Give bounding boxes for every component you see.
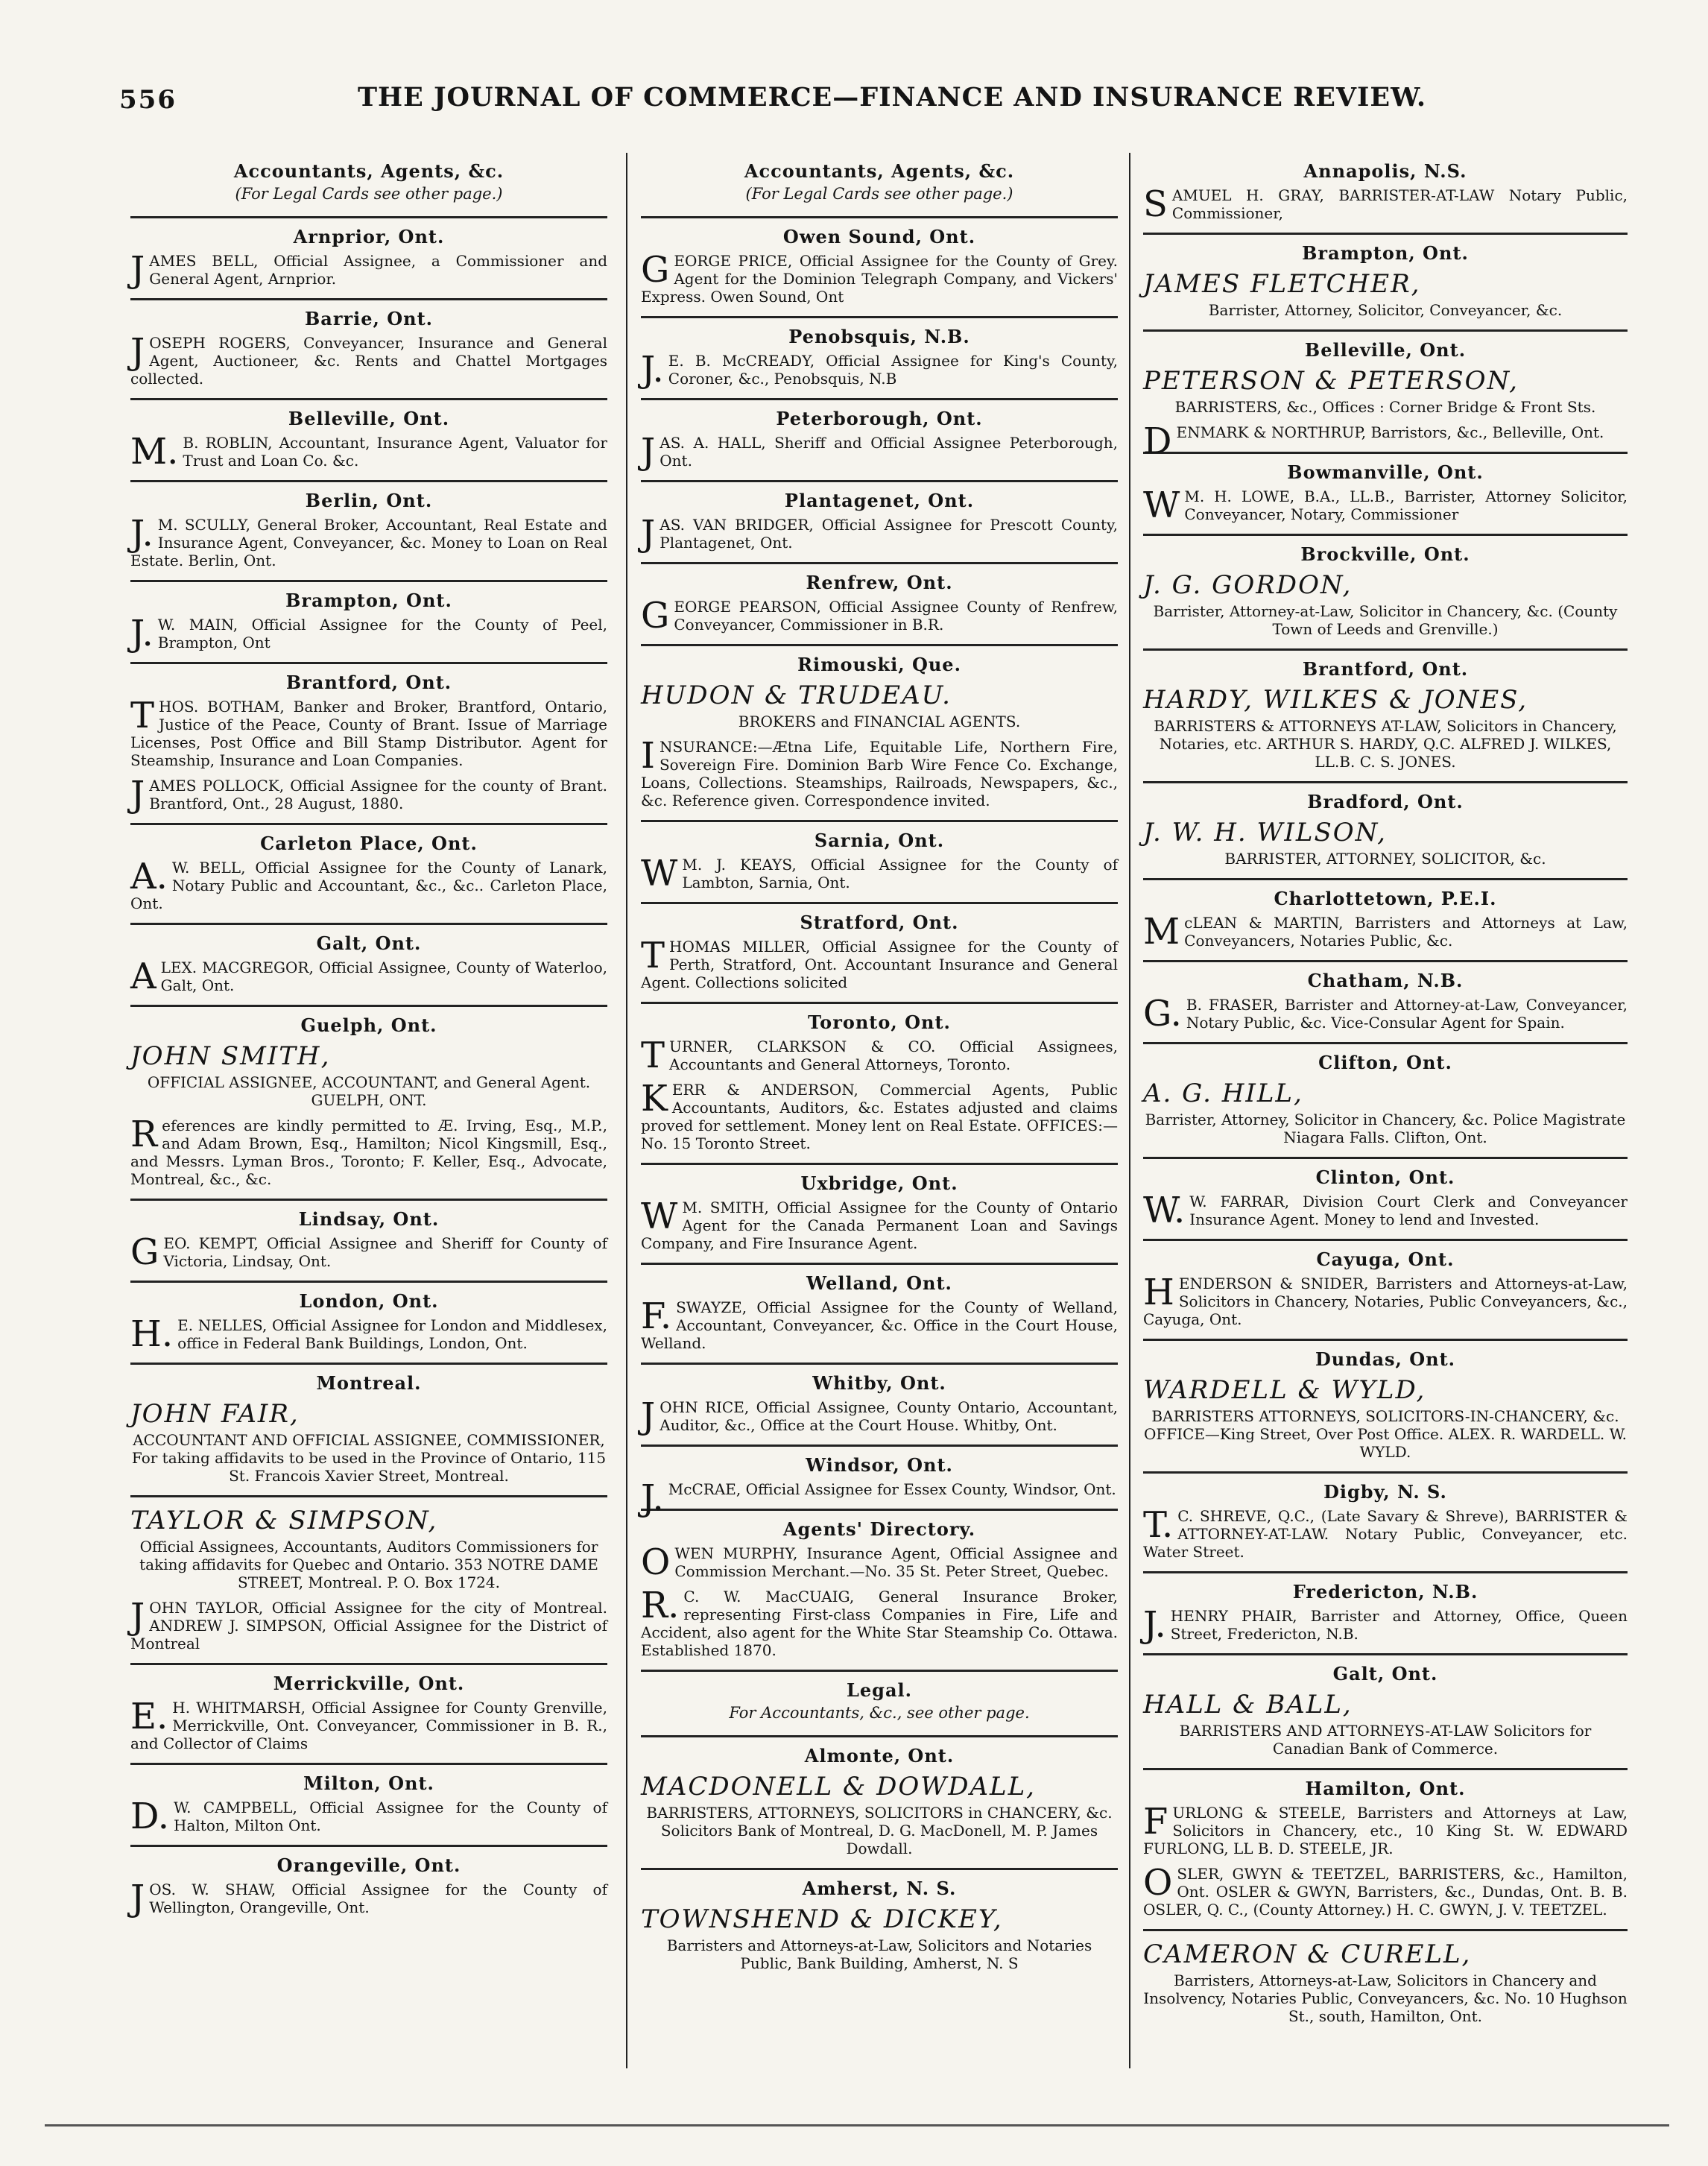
town-heading: Clifton, Ont. bbox=[1318, 1052, 1452, 1073]
town-heading: Bowmanville, Ont. bbox=[1287, 461, 1484, 483]
section-note: For Accountants, &c., see other page. bbox=[729, 1704, 1030, 1722]
town-heading: Accountants, Agents, &c. bbox=[233, 160, 505, 182]
directory-card bbox=[641, 1165, 1118, 1265]
card-text: BARRISTERS & ATTORNEYS AT-LAW, Solicitors in Chancery, Notaries, etc. ARTHUR S. HARDY, Q.C. ALFRED J. WILKES, LL.B. C. S. JONES. bbox=[1154, 717, 1617, 771]
town-heading: Accountants, Agents, &c. bbox=[744, 160, 1015, 182]
directory-card bbox=[1143, 1573, 1628, 1655]
town-heading: Whitby, Ont. bbox=[812, 1372, 946, 1394]
firm-name: HUDON & TRUDEAU. bbox=[641, 681, 952, 710]
town-heading: Legal. bbox=[847, 1679, 912, 1701]
town-heading: Peterborough, Ont. bbox=[776, 408, 983, 429]
directory-card bbox=[130, 1007, 607, 1201]
card-text: FURLONG & STEELE, Barristers and Attorneys at Law, Solicitors in Chancery, etc., 10 King St. W. EDWARD FURLONG, LL B. D. STEELE, JR. bbox=[1143, 1801, 1628, 1857]
card-text: KERR & ANDERSON, Commercial Agents, Public Accountants, Auditors, &c. Estates adjusted and claims proved for settlement. Money lent on Real Estate. OFFICES:—No. 15 Toronto Street. bbox=[641, 1078, 1118, 1152]
town-heading: Rimouski, Que. bbox=[797, 654, 961, 675]
directory-card bbox=[130, 1201, 607, 1283]
card-text: JAMES POLLOCK, Official Assignee for the county of Brant. Brantford, Ont., 28 August, 1880. bbox=[130, 774, 607, 815]
page-number: 556 bbox=[119, 85, 177, 115]
town-heading: Renfrew, Ont. bbox=[806, 572, 953, 593]
directory-card bbox=[641, 1870, 1118, 1983]
town-heading: Brantford, Ont. bbox=[1302, 658, 1469, 680]
town-heading: Carleton Place, Ont. bbox=[260, 833, 478, 854]
directory-card bbox=[641, 904, 1118, 1004]
directory-card bbox=[1143, 1655, 1628, 1770]
town-heading: Guelph, Ont. bbox=[300, 1014, 437, 1036]
card-text: JOHN TAYLOR, Official Assignee for the city of Montreal. ANDREW J. SIMPSON, Official Assignee for the District of Montreal bbox=[130, 1596, 607, 1652]
card-text: OWEN MURPHY, Insurance Agent, Official Assignee and Commission Merchant.—No. 35 St. Peter Street, Quebec. bbox=[641, 1541, 1118, 1583]
town-heading: Almonte, Ont. bbox=[804, 1745, 955, 1766]
card-text: E.H. WHITMARSH, Official Assignee for County Grenville, Merrickville, Ont. Conveyancer, Commissioner in B. R., and Collector of Claims bbox=[130, 1696, 607, 1752]
directory-card bbox=[641, 822, 1118, 904]
firm-name: JAMES FLETCHER, bbox=[1143, 269, 1421, 299]
running-head: THE JOURNAL OF COMMERCE—FINANCE AND INSURANCE REVIEW. bbox=[358, 82, 1427, 113]
card-text: Barrister, Attorney, Solicitor, Conveyancer, &c. bbox=[1208, 301, 1563, 319]
directory-card bbox=[641, 482, 1118, 564]
directory-card bbox=[130, 153, 607, 218]
card-text: Barristers, Attorneys-at-Law, Solicitors in Chancery and Insolvency, Notaries Public, Conveyancers, &c. No. 10 Hughson St., south, Hamilton, Ont. bbox=[1143, 1971, 1628, 2025]
card-text: G.B. FRASER, Barrister and Attorney-at-Law, Conveyancer, Notary Public, &c. Vice-Consular Agent for Spain. bbox=[1143, 993, 1628, 1035]
firm-name: J. W. H. WILSON, bbox=[1143, 818, 1387, 847]
directory-card bbox=[641, 646, 1118, 822]
card-text: THOMAS MILLER, Official Assignee for the County of Perth, Stratford, Ont. Accountant Insurance and General Agent. Collections solicited bbox=[641, 935, 1118, 991]
directory-card bbox=[130, 1365, 607, 1497]
town-heading: Chatham, N.B. bbox=[1307, 970, 1464, 991]
town-heading: Annapolis, N.S. bbox=[1303, 160, 1467, 182]
directory-card bbox=[1143, 536, 1628, 651]
directory-card bbox=[1143, 1044, 1628, 1159]
column-3 bbox=[1143, 153, 1628, 2036]
card-text: BARRISTERS, ATTORNEYS, SOLICITORS in CHANCERY, &c. Solicitors Bank of Montreal, D. G. MacDonell, M. P. James Dowdall. bbox=[646, 1804, 1113, 1857]
card-text: J.McCRAE, Official Assignee for Essex County, Windsor, Ont. bbox=[641, 1477, 1116, 1519]
card-text: JOHN RICE, Official Assignee, County Ontario, Accountant, Auditor, &c., Office at the Court House. Whitby, Ont. bbox=[641, 1395, 1118, 1437]
card-text: THOS. BOTHAM, Banker and Broker, Brantford, Ontario, Justice of the Peace, County of Brant. Issue of Marriage Licenses, Post Office and Bill Stamp Distributor. Agent for Steamship, Insurance and Loan Companies. bbox=[130, 695, 607, 769]
directory-card bbox=[1143, 783, 1628, 880]
town-heading: Galt, Ont. bbox=[316, 932, 422, 954]
card-text: Official Assignees, Accountants, Auditors Commissioners for taking affidavits for Quebec and Ontario. 353 NOTRE DAME STREET, Montreal. P. O. Box 1724. bbox=[139, 1538, 598, 1591]
town-heading: Montreal. bbox=[316, 1372, 422, 1394]
town-heading: Windsor, Ont. bbox=[806, 1454, 953, 1476]
card-text: BARRISTERS AND ATTORNEYS-AT-LAW Solicitors for Canadian Bank of Commerce. bbox=[1179, 1722, 1592, 1758]
card-text: R.C. W. MacCUAIG, General Insurance Broker, representing First-class Companies in Fire, Life and Accident, also agent for the White Star Steamship Co. Ottawa. Established 1870. bbox=[641, 1585, 1118, 1659]
town-heading: Digby, N. S. bbox=[1323, 1481, 1447, 1503]
card-text: Barrister, Attorney-at-Law, Solicitor in Chancery, &c. (County Town of Leeds and Grenville.) bbox=[1153, 602, 1618, 638]
directory-card bbox=[130, 1497, 607, 1665]
card-text: DENMARK & NORTHRUP, Barristors, &c., Belleville, Ont. bbox=[1143, 420, 1604, 462]
town-heading: Dundas, Ont. bbox=[1315, 1348, 1456, 1370]
town-heading: Galt, Ont. bbox=[1332, 1663, 1438, 1685]
card-text: J.E. B. McCREADY, Official Assignee for King's County, Coroner, &c., Penobsquis, N.B bbox=[641, 349, 1118, 391]
town-heading: Lindsay, Ont. bbox=[298, 1208, 440, 1230]
directory-card bbox=[641, 1672, 1118, 1737]
card-text: JAMES BELL, Official Assignee, a Commissioner and General Agent, Arnprior. bbox=[130, 249, 607, 291]
firm-name: CAMERON & CURELL, bbox=[1143, 1939, 1472, 1969]
town-heading: Toronto, Ont. bbox=[808, 1011, 951, 1033]
card-text: BARRISTERS, &c., Offices : Corner Bridge & Front Sts. bbox=[1174, 398, 1596, 416]
directory-card bbox=[130, 664, 607, 825]
directory-card bbox=[641, 564, 1118, 646]
card-text: HENDERSON & SNIDER, Barristers and Attorneys-at-Law, Solicitors in Chancery, Notaries, Public Conveyancers, &c., Cayuga, Ont. bbox=[1143, 1272, 1628, 1328]
town-heading: Uxbridge, Ont. bbox=[800, 1172, 958, 1194]
town-heading: Barrie, Ont. bbox=[304, 308, 434, 329]
town-heading: Agents' Directory. bbox=[782, 1518, 976, 1540]
firm-name: HALL & BALL, bbox=[1143, 1690, 1353, 1720]
card-text: J.M. SCULLY, General Broker, Accountant, Real Estate and Insurance Agent, Conveyancer, &c. Money to Loan on Real Estate. Berlin, Ont. bbox=[130, 513, 607, 569]
directory-card bbox=[1143, 651, 1628, 783]
town-heading: Belleville, Ont. bbox=[1304, 339, 1467, 361]
directory-card bbox=[641, 318, 1118, 400]
directory-card bbox=[641, 1737, 1118, 1870]
column-1 bbox=[130, 153, 607, 1927]
town-heading: Brampton, Ont. bbox=[285, 590, 452, 611]
directory-card bbox=[130, 1283, 607, 1365]
card-text: SAMUEL H. GRAY, BARRISTER-AT-LAW Notary Public, Commissioner, bbox=[1143, 183, 1628, 225]
card-text: BROKERS and FINANCIAL AGENTS. bbox=[738, 713, 1021, 730]
town-heading: Sarnia, Ont. bbox=[814, 830, 945, 851]
card-text: WM. SMITH, Official Assignee for the County of Ontario Agent for the Canada Permanent Loan and Savings Company, and Fire Insurance Agent. bbox=[641, 1196, 1118, 1252]
firm-name: HARDY, WILKES & JONES, bbox=[1143, 685, 1528, 715]
card-text: TURNER, CLARKSON & CO. Official Assignees, Accountants and General Attorneys, Toronto. bbox=[641, 1035, 1118, 1076]
town-heading: Fredericton, N.B. bbox=[1292, 1581, 1478, 1603]
town-heading: Belleville, Ont. bbox=[288, 408, 450, 429]
card-text: Barristers and Attorneys-at-Law, Solicitors and Notaries Public, Bank Building, Amherst, N. S bbox=[666, 1936, 1092, 1972]
card-text: M.B. ROBLIN, Accountant, Insurance Agent, Valuator for Trust and Loan Co. &c. bbox=[130, 431, 607, 473]
card-text: GEORGE PRICE, Official Assignee for the County of Grey. Agent for the Dominion Telegraph Company, and Vickers' Express. Owen Sound, Ont bbox=[641, 249, 1118, 306]
card-text: References are kindly permitted to Æ. Irving, Esq., M.P., and Adam Brown, Esq., Hamilton; Nicol Kingsmill, Esq., and Messrs. Lyman Bros., Toronto; F. Keller, Esq., Advocate, Montreal, &c., &c. bbox=[130, 1114, 607, 1188]
directory-card bbox=[130, 218, 607, 300]
card-text: ACCOUNTANT AND OFFICIAL ASSIGNEE, COMMISSIONER, For taking affidavits to be used in the Province of Ontario, 115 St. Francois Xavier Street, Montreal. bbox=[131, 1431, 607, 1485]
town-heading: Cayuga, Ont. bbox=[1316, 1248, 1455, 1270]
directory-card bbox=[130, 482, 607, 582]
directory-card bbox=[1143, 1241, 1628, 1341]
directory-card bbox=[130, 400, 607, 482]
card-text: JOS. W. SHAW, Official Assignee for the County of Wellington, Orangeville, Ont. bbox=[130, 1878, 607, 1919]
card-text: WM. H. LOWE, B.A., LL.B., Barrister, Attorney Solicitor, Conveyancer, Notary, Commissioner bbox=[1143, 484, 1628, 526]
column-2 bbox=[641, 153, 1118, 1983]
town-heading: Penobsquis, N.B. bbox=[788, 326, 970, 347]
town-heading: Clinton, Ont. bbox=[1315, 1166, 1455, 1188]
firm-name: TAYLOR & SIMPSON, bbox=[130, 1506, 438, 1535]
card-text: Barrister, Attorney, Solicitor in Chancery, &c. Police Magistrate Niagara Falls. Clifton, Ont. bbox=[1145, 1111, 1626, 1146]
directory-card bbox=[641, 1447, 1118, 1519]
directory-card bbox=[1143, 332, 1628, 462]
town-heading: Brampton, Ont. bbox=[1302, 242, 1469, 264]
town-heading: Brockville, Ont. bbox=[1300, 543, 1470, 565]
card-text: McLEAN & MARTIN, Barristers and Attorneys at Law, Conveyancers, Notaries Public, &c. bbox=[1143, 911, 1628, 953]
footer-rule bbox=[45, 2124, 1669, 2126]
card-text: GEORGE PEARSON, Official Assignee County of Renfrew, Conveyancer, Commissioner in B.R. bbox=[641, 595, 1118, 637]
firm-name: JOHN FAIR, bbox=[130, 1399, 300, 1429]
directory-card bbox=[1143, 1931, 1628, 2036]
directory-card bbox=[1143, 235, 1628, 332]
town-heading: Hamilton, Ont. bbox=[1305, 1778, 1466, 1799]
column-rule bbox=[1129, 153, 1130, 2068]
directory-card bbox=[1143, 153, 1628, 235]
town-heading: Plantagenet, Ont. bbox=[784, 490, 975, 511]
directory-card bbox=[641, 1511, 1118, 1672]
town-heading: Orangeville, Ont. bbox=[276, 1854, 461, 1876]
card-text: ALEX. MACGREGOR, Official Assignee, County of Waterloo, Galt, Ont. bbox=[130, 956, 607, 997]
card-text: T.C. SHREVE, Q.C., (Late Savary & Shreve), BARRISTER & ATTORNEY-AT-LAW. Notary Public, Conveyancer, etc. Water Street. bbox=[1143, 1504, 1628, 1561]
directory-card bbox=[130, 1765, 607, 1847]
directory-card bbox=[130, 925, 607, 1007]
card-text: WM. J. KEAYS, Official Assignee for the County of Lambton, Sarnia, Ont. bbox=[641, 853, 1118, 894]
town-heading: Milton, Ont. bbox=[303, 1772, 434, 1794]
directory-card bbox=[641, 1004, 1118, 1165]
card-text: W.W. FARRAR, Division Court Clerk and Conveyancer Insurance Agent. Money to lend and Invested. bbox=[1143, 1190, 1628, 1231]
section-note: (For Legal Cards see other page.) bbox=[235, 185, 503, 203]
firm-name: A. G. HILL, bbox=[1143, 1079, 1303, 1108]
card-text: J.HENRY PHAIR, Barrister and Attorney, Office, Queen Street, Fredericton, N.B. bbox=[1143, 1604, 1628, 1646]
card-text: JAS. A. HALL, Sheriff and Official Assignee Peterborough, Ont. bbox=[641, 431, 1118, 473]
town-heading: Charlottetown, P.E.I. bbox=[1274, 888, 1497, 909]
town-heading: Bradford, Ont. bbox=[1307, 791, 1464, 812]
town-heading: London, Ont. bbox=[299, 1290, 439, 1312]
directory-card bbox=[1143, 454, 1628, 536]
card-text: H.E. NELLES, Official Assignee for London and Middlesex, office in Federal Bank Buildings, London, Ont. bbox=[130, 1313, 607, 1355]
town-heading: Owen Sound, Ont. bbox=[782, 226, 976, 247]
section-note: (For Legal Cards see other page.) bbox=[745, 185, 1013, 203]
column-rule bbox=[626, 153, 627, 2068]
town-heading: Welland, Ont. bbox=[806, 1272, 952, 1294]
firm-name: TOWNSHEND & DICKEY, bbox=[641, 1904, 1003, 1934]
town-heading: Brantford, Ont. bbox=[285, 672, 452, 693]
directory-card bbox=[641, 218, 1118, 318]
card-text: BARRISTERS ATTORNEYS, SOLICITORS-IN-CHANCERY, &c. OFFICE—King Street, Over Post Office. ALEX. R. WARDELL. W. WYLD. bbox=[1143, 1407, 1628, 1461]
directory-card bbox=[641, 1265, 1118, 1365]
firm-name: MACDONELL & DOWDALL, bbox=[641, 1772, 1036, 1802]
directory-card bbox=[130, 825, 607, 925]
town-heading: Berlin, Ont. bbox=[305, 490, 433, 511]
directory-card bbox=[1143, 1474, 1628, 1573]
town-heading: Amherst, N. S. bbox=[802, 1878, 957, 1899]
firm-name: WARDELL & WYLD, bbox=[1143, 1375, 1426, 1405]
directory-card bbox=[1143, 1159, 1628, 1241]
directory-card bbox=[1143, 962, 1628, 1044]
card-text: INSURANCE:—Ætna Life, Equitable Life, Northern Fire, Sovereign Fire. Dominion Barb Wire Fence Co. Exchange, Loans, Collections. Steamships, Railroads, Newspapers, &c., &c. Reference given. Correspondence invited. bbox=[641, 735, 1118, 809]
town-heading: Arnprior, Ont. bbox=[293, 226, 445, 247]
firm-name: PETERSON & PETERSON, bbox=[1143, 366, 1519, 396]
directory-card bbox=[1143, 1770, 1628, 1931]
card-text: F.SWAYZE, Official Assignee for the County of Welland, Accountant, Conveyancer, &c. Office in the Court House, Welland. bbox=[641, 1295, 1118, 1352]
directory-card bbox=[130, 1665, 607, 1765]
firm-name: JOHN SMITH, bbox=[130, 1041, 331, 1071]
card-text: OSLER, GWYN & TEETZEL, BARRISTERS, &c., Hamilton, Ont. OSLER & GWYN, Barristers, &c., Dundas, Ont. B. B. OSLER, Q. C., (County Attorney.) H. C. GWYN, J. V. TEETZEL. bbox=[1143, 1862, 1628, 1919]
directory-card bbox=[130, 1847, 607, 1927]
directory-card bbox=[1143, 880, 1628, 962]
card-text: GEO. KEMPT, Official Assignee and Sheriff for County of Victoria, Lindsay, Ont. bbox=[130, 1231, 607, 1273]
card-text: D.W. CAMPBELL, Official Assignee for the County of Halton, Milton Ont. bbox=[130, 1796, 607, 1837]
card-text: A.W. BELL, Official Assignee for the County of Lanark, Notary Public and Accountant, &c., &c.. Carleton Place, Ont. bbox=[130, 856, 607, 912]
card-text: J.W. MAIN, Official Assignee for the County of Peel, Brampton, Ont bbox=[130, 613, 607, 654]
firm-name: J. G. GORDON, bbox=[1143, 570, 1353, 600]
card-text: JOSEPH ROGERS, Conveyancer, Insurance and General Agent, Auctioneer, &c. Rents and Chattel Mortgages collected. bbox=[130, 331, 607, 388]
directory-card bbox=[130, 582, 607, 664]
town-heading: Stratford, Ont. bbox=[800, 912, 959, 933]
card-text: OFFICIAL ASSIGNEE, ACCOUNTANT, and General Agent. GUELPH, ONT. bbox=[147, 1073, 591, 1109]
card-text: BARRISTER, ATTORNEY, SOLICITOR, &c. bbox=[1224, 850, 1546, 868]
town-heading: Merrickville, Ont. bbox=[273, 1673, 465, 1694]
directory-card bbox=[641, 1365, 1118, 1447]
directory-card bbox=[641, 400, 1118, 482]
directory-card bbox=[1143, 1341, 1628, 1474]
directory-card bbox=[130, 300, 607, 400]
directory-card bbox=[641, 153, 1118, 218]
card-text: JAS. VAN BRIDGER, Official Assignee for Prescott County, Plantagenet, Ont. bbox=[641, 513, 1118, 555]
